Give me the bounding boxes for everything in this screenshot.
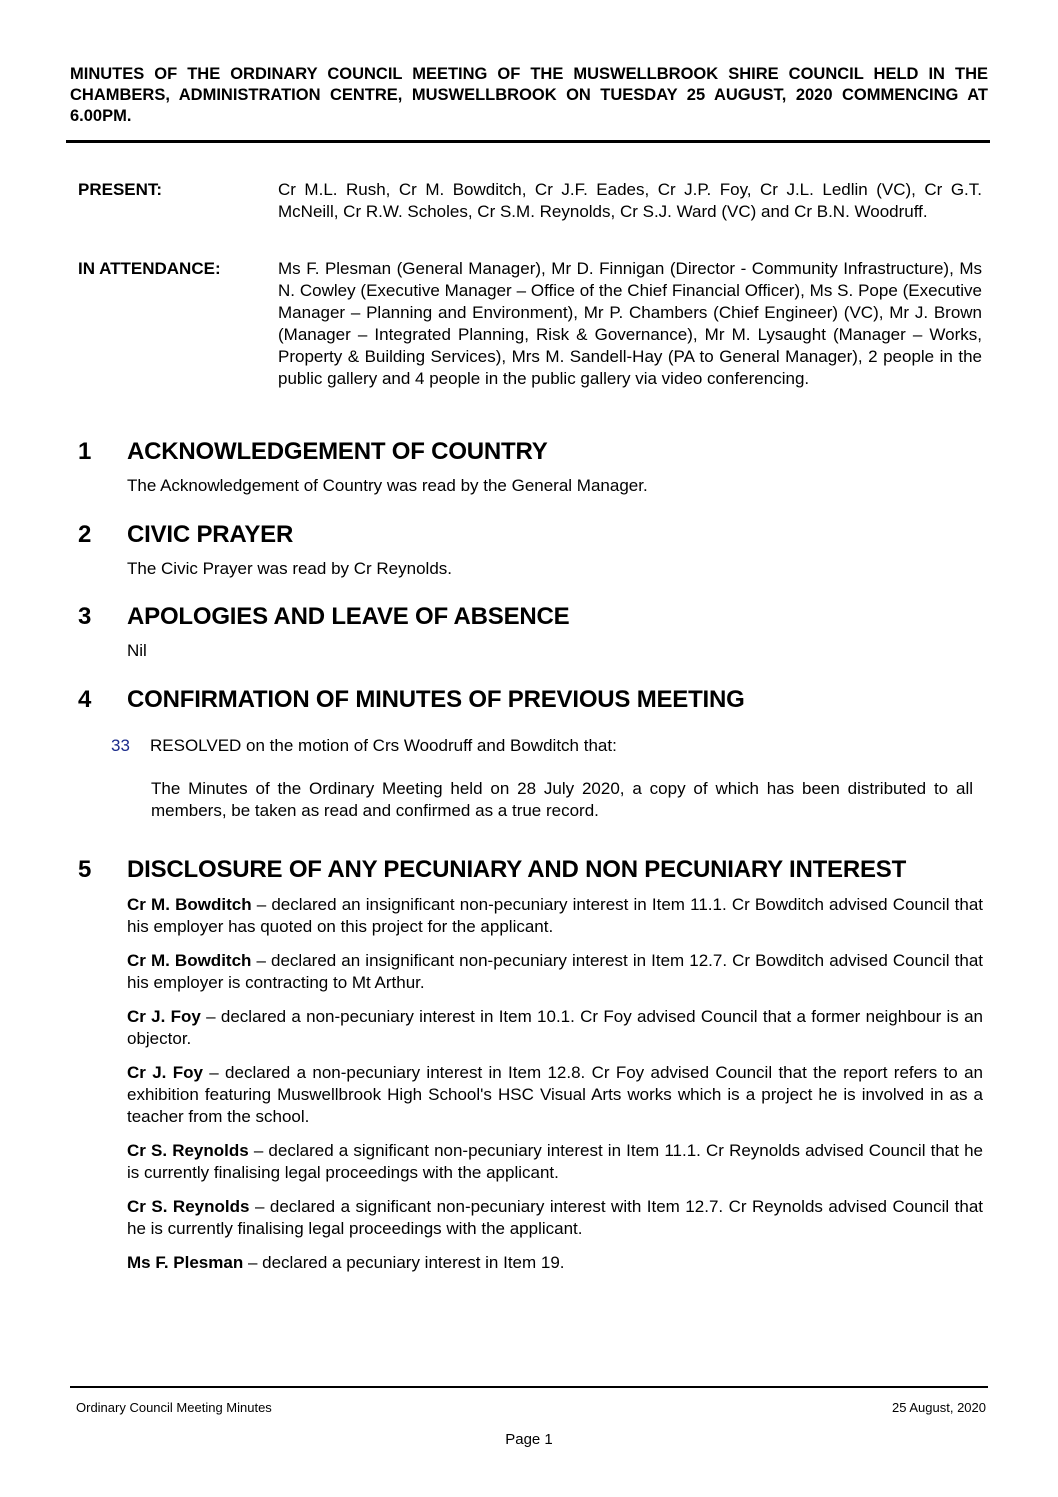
section-text: The Civic Prayer was read by Cr Reynolds. — [127, 559, 453, 578]
section-number: 4 — [78, 686, 92, 713]
declarant-name: Cr M. Bowditch — [127, 895, 252, 914]
declaration-text: – declared a significant non-pecuniary interest in Item 11.1. Cr Reynolds advised Council that he is currently finalising legal proceedings with the applicant. — [127, 1141, 983, 1182]
section-heading: CONFIRMATION OF MINUTES OF PREVIOUS MEETING — [127, 686, 745, 713]
declarant-name: Cr J. Foy — [127, 1063, 203, 1082]
section-heading: CIVIC PRAYER — [127, 521, 294, 548]
declarant-name: Cr S. Reynolds — [127, 1141, 249, 1160]
section-heading: ACKNOWLEDGEMENT OF COUNTRY — [127, 438, 548, 465]
interest-declaration — [127, 1006, 983, 1050]
declaration-text: – declared an insignificant non-pecuniary interest in Item 12.7. Cr Bowditch advised Council that his employer is contracting to Mt Arthur. — [127, 951, 983, 992]
declarant-name: Cr M. Bowditch — [127, 951, 252, 970]
section-number: 3 — [78, 603, 92, 630]
section-number: 5 — [78, 856, 92, 883]
present-label: PRESENT: — [78, 180, 163, 199]
section-text: Nil — [127, 641, 147, 660]
resolution-number: 33 — [111, 736, 130, 755]
interest-declaration — [127, 894, 983, 938]
declarant-name: Cr J. Foy — [127, 1007, 201, 1026]
in-attendance-label: IN ATTENDANCE: — [78, 259, 221, 278]
footer-divider — [70, 1386, 988, 1388]
section-heading: APOLOGIES AND LEAVE OF ABSENCE — [127, 603, 570, 630]
minutes-title: MINUTES OF THE ORDINARY COUNCIL MEETING OF THE MUSWELLBROOK SHIRE COUNCIL HELD IN THE CHAMBERS, ADMINISTRATION CENTRE, MUSWELLBROOK ON TUESDAY 25 AUGUST, 2020 COMMENCING AT 6.00PM. — [70, 65, 988, 125]
interest-declaration — [127, 1062, 983, 1128]
declaration-text: – declared a significant non-pecuniary interest with Item 12.7. Cr Reynolds advised Council that he is currently finalising legal proceedings with the applicant. — [127, 1197, 983, 1238]
in-attendance-list: Ms F. Plesman (General Manager), Mr D. Finnigan (Director - Community Infrastructure), Ms N. Cowley (Executive Manager – Office of the Chief Financial Officer), Ms S. Pope (Executive Manager – Planning and Environment), Mr P. Chambers (Chief Engineer) (VC), Mr J. Brown (Manager – Integrated Planning, Risk & Governance), Mr M. Lysaught (Manager – Works, Property & Building Services), Mrs M. Sandell-Hay (PA to General Manager), 2 people in the public gallery and 4 people in the public gallery via video conferencing. — [278, 259, 982, 388]
interest-declaration — [127, 1252, 983, 1274]
interest-declaration — [127, 1140, 983, 1184]
interest-declaration — [127, 950, 983, 994]
page-number: Page 1 — [505, 1431, 553, 1448]
interest-declaration — [127, 1196, 983, 1240]
footer-document-title: Ordinary Council Meeting Minutes — [76, 1400, 272, 1415]
section-text: The Acknowledgement of Country was read by the General Manager. — [127, 476, 648, 495]
declarant-name: Ms F. Plesman — [127, 1253, 244, 1272]
section-heading: DISCLOSURE OF ANY PECUNIARY AND NON PECUNIARY INTEREST — [127, 856, 907, 883]
declaration-text: – declared a pecuniary interest in Item 19. — [243, 1253, 565, 1272]
resolution-motion: RESOLVED on the motion of Crs Woodruff and Bowditch that: — [150, 736, 617, 755]
header-divider — [66, 140, 990, 143]
declaration-text: – declared a non-pecuniary interest in Item 12.8. Cr Foy advised Council that the report refers to an exhibition featuring Muswellbrook High School's HSC Visual Arts works which is a project he is involved in as a teacher from the school. — [127, 1063, 983, 1126]
resolution-detail: The Minutes of the Ordinary Meeting held on 28 July 2020, a copy of which has been distributed to all members, be taken as read and confirmed as a true record. — [151, 779, 973, 820]
section-number: 1 — [78, 438, 92, 465]
section-number: 2 — [78, 521, 92, 548]
declarant-name: Cr S. Reynolds — [127, 1197, 250, 1216]
declaration-text: – declared an insignificant non-pecuniary interest in Item 11.1. Cr Bowditch advised Council that his employer has quoted on this project for the applicant. — [127, 895, 983, 936]
present-list: Cr M.L. Rush, Cr M. Bowditch, Cr J.F. Eades, Cr J.P. Foy, Cr J.L. Ledlin (VC), Cr G.T. McNeill, Cr R.W. Scholes, Cr S.M. Reynolds, Cr S.J. Ward (VC) and Cr B.N. Woodruff. — [278, 180, 982, 221]
footer-date: 25 August, 2020 — [892, 1400, 986, 1415]
declaration-text: – declared a non-pecuniary interest in Item 10.1. Cr Foy advised Council that a former neighbour is an objector. — [127, 1007, 983, 1048]
